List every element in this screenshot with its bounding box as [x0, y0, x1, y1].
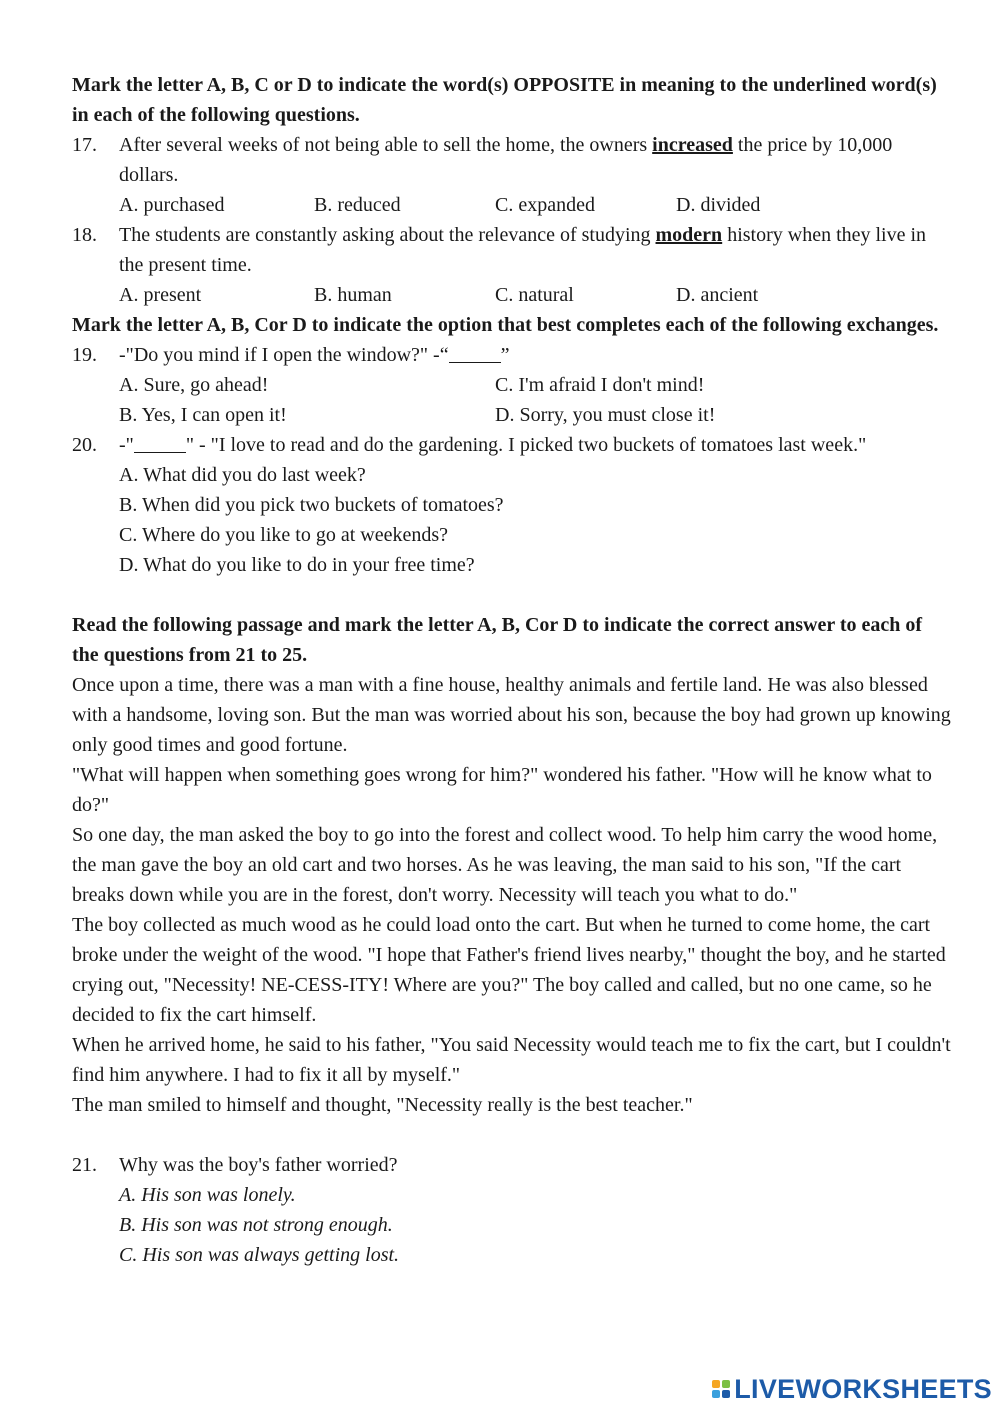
- section2-instruction: Mark the letter A, B, Cor D to indicate the option that best completes each of the following exchanges.: [72, 314, 939, 336]
- question-19: [72, 340, 952, 430]
- option-a[interactable]: A. What did you do last week?: [119, 464, 366, 486]
- answer-blank[interactable]: [449, 342, 501, 363]
- option-b[interactable]: B. His son was not strong enough.: [119, 1214, 393, 1236]
- passage-paragraph: So one day, the man asked the boy to go into the forest and collect wood. To help him carry the wood home, the man gave the boy an old cart and two horses. As he was leaving, the man said to his son, "If the cart breaks down while you are in the forest, don't worry. Necessity will teach you what to do.": [72, 824, 938, 906]
- logo-square: [722, 1390, 730, 1398]
- logo-square: [712, 1390, 720, 1398]
- section1-instruction: Mark the letter A, B, C or D to indicate the word(s) OPPOSITE in meaning to the underlined word(s) in each of the following questions.: [72, 74, 937, 126]
- passage-paragraph: The man smiled to himself and thought, "Necessity really is the best teacher.": [72, 1094, 693, 1116]
- worksheet-page: [72, 70, 952, 1270]
- option-b[interactable]: B. human: [314, 284, 392, 306]
- question-text: -"Do you mind if I open the window?" -“: [119, 344, 449, 366]
- passage-paragraph: Once upon a time, there was a man with a fine house, healthy animals and fertile land. He was also blessed with a handsome, loving son. But the man was worried about his son, because the boy had grown up knowing only good times and good fortune.: [72, 674, 951, 756]
- question-number: 21.: [72, 1154, 97, 1176]
- question-number: 19.: [72, 344, 97, 366]
- question-21: [72, 1150, 952, 1270]
- option-b[interactable]: B. reduced: [314, 194, 401, 216]
- option-c[interactable]: C. His son was always getting lost.: [119, 1244, 400, 1266]
- question-text: Why was the boy's father worried?: [119, 1154, 398, 1176]
- answer-options: [72, 190, 952, 220]
- question-text: " - "I love to read and do the gardening. I picked two buckets of tomatoes last week.": [185, 434, 867, 456]
- liveworksheets-logo: [712, 1373, 992, 1405]
- answer-blank[interactable]: [134, 432, 186, 453]
- logo-mark-icon: [712, 1380, 730, 1398]
- spacer: [72, 1120, 952, 1150]
- option-b[interactable]: B. When did you pick two buckets of tomatoes?: [119, 494, 504, 516]
- answer-options: [72, 370, 952, 430]
- option-d[interactable]: D. divided: [676, 194, 761, 216]
- spacer: [72, 580, 952, 610]
- option-c[interactable]: C. natural: [495, 284, 574, 306]
- option-a[interactable]: A. present: [119, 284, 202, 306]
- option-c[interactable]: C. Where do you like to go at weekends?: [119, 524, 448, 546]
- question-text: -": [119, 434, 134, 456]
- reading-passage: [72, 670, 952, 1120]
- option-d[interactable]: D. ancient: [676, 284, 759, 306]
- question-20: [72, 430, 952, 580]
- passage-paragraph: The boy collected as much wood as he could load onto the cart. But when he turned to come home, the cart broke under the weight of the wood. "I hope that Father's friend lives nearby," thought the boy, and he started crying out, "Necessity! NE-CESS-ITY! Where are you?" The boy called and called, but no one came, so he decided to fix the cart himself.: [72, 914, 946, 1026]
- logo-square: [712, 1380, 720, 1388]
- option-a[interactable]: A. His son was lonely.: [119, 1184, 296, 1206]
- option-c[interactable]: C. expanded: [495, 194, 595, 216]
- passage-paragraph: When he arrived home, he said to his father, "You said Necessity would teach me to fix the cart, but I couldn't find him anywhere. I had to fix it all by myself.": [72, 1034, 951, 1086]
- question-18: [72, 220, 952, 310]
- underlined-word: modern: [655, 224, 723, 246]
- option-a[interactable]: A. purchased: [119, 194, 225, 216]
- question-text: the price by 10,000 dollars.: [119, 134, 893, 186]
- answer-options: [72, 280, 952, 310]
- question-number: 20.: [72, 434, 97, 456]
- question-text: The students are constantly asking about the relevance of studying: [119, 224, 656, 246]
- option-a[interactable]: A. Sure, go ahead!: [119, 374, 269, 396]
- option-c[interactable]: C. I'm afraid I don't mind!: [495, 374, 705, 396]
- logo-square: [722, 1380, 730, 1388]
- option-d[interactable]: D. Sorry, you must close it!: [495, 404, 716, 426]
- question-number: 17.: [72, 134, 97, 156]
- underlined-word: increased: [652, 134, 733, 156]
- question-text: history when they live in the present time.: [119, 224, 927, 276]
- question-number: 18.: [72, 224, 97, 246]
- logo-text: LIVEWORKSHEETS: [734, 1373, 992, 1404]
- option-d[interactable]: D. What do you like to do in your free time?: [119, 554, 475, 576]
- question-17: [72, 130, 952, 220]
- section3-instruction: Read the following passage and mark the letter A, B, Cor D to indicate the correct answer to each of the questions from 21 to 25.: [72, 614, 923, 666]
- question-text: ”: [500, 344, 510, 366]
- option-b[interactable]: B. Yes, I can open it!: [119, 404, 287, 426]
- question-text: After several weeks of not being able to sell the home, the owners: [119, 134, 653, 156]
- passage-paragraph: "What will happen when something goes wrong for him?" wondered his father. "How will he know what to do?": [72, 764, 932, 816]
